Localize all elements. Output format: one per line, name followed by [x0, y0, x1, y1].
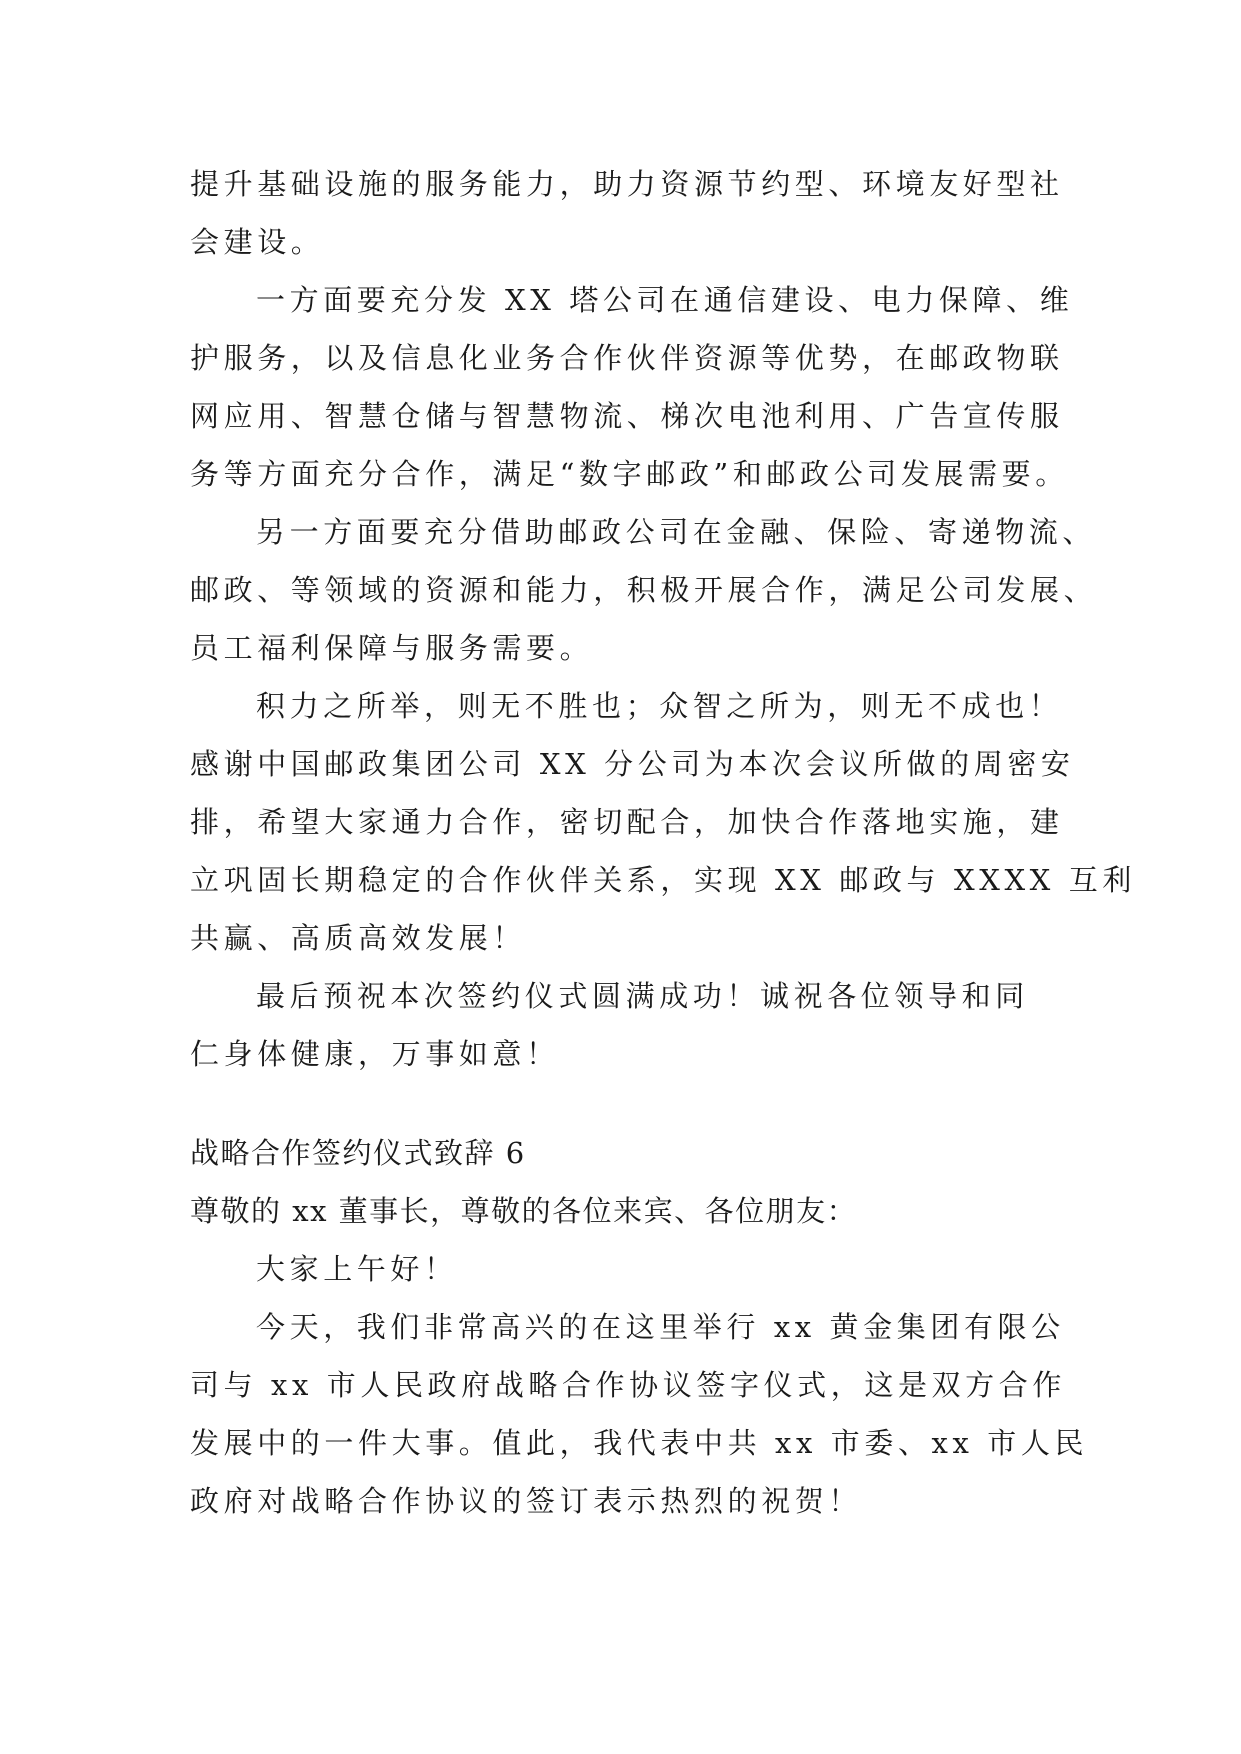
paragraph-line: 感谢中国邮政集团公司 XX 分公司为本次会议所做的周密安 — [190, 747, 1075, 781]
paragraph-line: 会建设。 — [190, 225, 325, 259]
paragraph-line: 另一方面要充分借助邮政公司在金融、保险、寄递物流、 — [256, 515, 1097, 549]
salutation: 尊敬的 xx 董事长，尊敬的各位来宾、各位朋友： — [190, 1194, 858, 1228]
paragraph-line: 提升基础设施的服务能力，助力资源节约型、环境友好型社 — [190, 167, 1064, 201]
paragraph-line: 发展中的一件大事。值此，我代表中共 xx 市委、xx 市人民 — [190, 1426, 1089, 1460]
paragraph-line: 邮政、等领域的资源和能力，积极开展合作，满足公司发展、 — [190, 573, 1098, 607]
paragraph-line: 仁身体健康，万事如意！ — [190, 1037, 560, 1071]
paragraph-line: 积力之所举，则无不胜也；众智之所为，则无不成也！ — [256, 689, 1063, 723]
paragraph-line: 司与 xx 市人民政府战略合作协议签字仪式，这是双方合作 — [190, 1368, 1066, 1402]
section-heading: 战略合作签约仪式致辞 6 — [190, 1136, 526, 1170]
paragraph-line: 立巩固长期稳定的合作伙伴关系，实现 XX 邮政与 XXXX 互利 — [190, 863, 1136, 897]
paragraph-line: 员工福利保障与服务需要。 — [190, 631, 594, 665]
paragraph-line: 务等方面充分合作，满足“数字邮政”和邮政公司发展需要。 — [190, 457, 1069, 491]
greeting: 大家上午好！ — [256, 1252, 458, 1286]
paragraph-line: 护服务，以及信息化业务合作伙伴资源等优势，在邮政物联 — [190, 341, 1064, 375]
paragraph-line: 最后预祝本次签约仪式圆满成功！诚祝各位领导和同 — [256, 979, 1029, 1013]
paragraph-line: 排，希望大家通力合作，密切配合，加快合作落地实施，建 — [190, 805, 1064, 839]
paragraph-line: 共赢、高质高效发展！ — [190, 921, 527, 955]
paragraph-line: 今天，我们非常高兴的在这里举行 xx 黄金集团有限公 — [256, 1310, 1065, 1344]
paragraph-line: 一方面要充分发 XX 塔公司在通信建设、电力保障、维 — [256, 283, 1074, 317]
paragraph-line: 政府对战略合作协议的签订表示热烈的祝贺！ — [190, 1484, 863, 1518]
paragraph-line: 网应用、智慧仓储与智慧物流、梯次电池利用、广告宣传服 — [190, 399, 1064, 433]
